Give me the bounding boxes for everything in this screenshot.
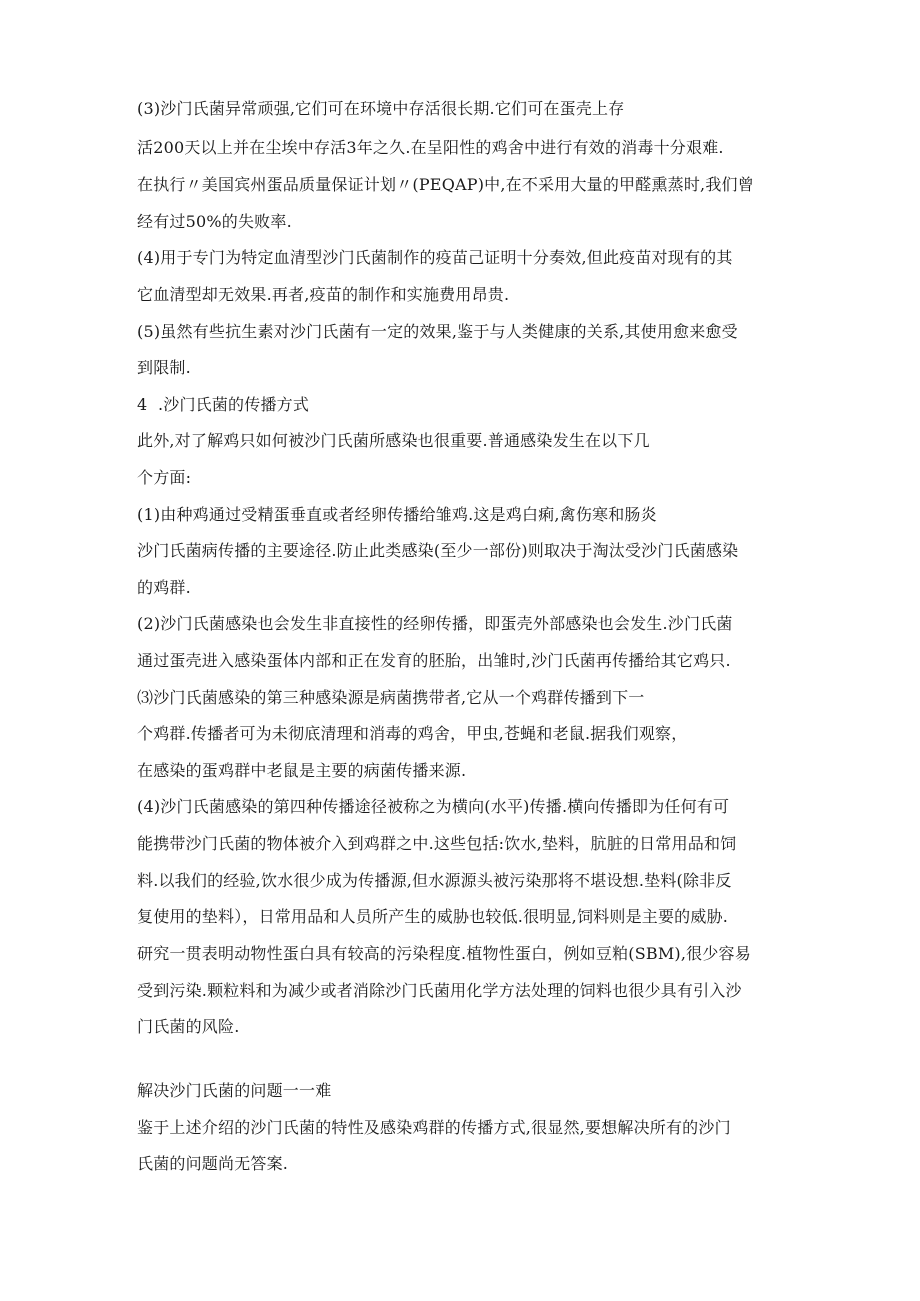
text-line: 的鸡群. xyxy=(137,578,191,597)
text-line: 通过蛋壳进入感染蛋体内部和正在发育的胚胎，出雏时,沙门氏菌再传播给其它鸡只. xyxy=(137,651,731,670)
text-line: 它血清型却无效果.再者,疫苗的制作和实施费用昂贵. xyxy=(137,285,510,304)
text-line: 氏菌的问题尚无答案. xyxy=(137,1154,289,1173)
text-line: 沙门氏菌病传播的主要途径.防止此类感染(至少一部份)则取决于淘汰受沙门氏菌感染 xyxy=(137,541,739,560)
text-line: ⑶沙门氏菌感染的第三种感染源是病菌携带者,它从一个鸡群传播到下一 xyxy=(137,688,645,707)
text-line: (3)沙门氏菌异常顽强,它们可在环境中存活很长期.它们可在蛋壳上存 xyxy=(137,99,625,118)
text-line: (5)虽然有些抗生素对沙门氏菌有一定的效果,鉴于与人类健康的关系,其使用愈来愈受 xyxy=(137,322,738,341)
text-line: 在执行〃美国宾州蛋品质量保证计划〃(PEQAP)中,在不采用大量的甲醛熏蒸时,我们曾 xyxy=(137,175,754,194)
text-line: 经有过50%的失败率. xyxy=(137,212,292,231)
text-line: 在感染的蛋鸡群中老鼠是主要的病菌传播来源. xyxy=(137,761,467,780)
text-line: 鉴于上述介绍的沙门氏菌的特性及感染鸡群的传播方式,很显然,要想解决所有的沙门 xyxy=(137,1118,731,1137)
text-line: (4)用于专门为特定血清型沙门氏菌制作的疫苗己证明十分奏效,但此疫苗对现有的其 xyxy=(137,248,733,267)
text-line: 研究一贯表明动物性蛋白具有较高的污染程度.植物性蛋白，例如豆粕(SBM),很少容易 xyxy=(137,944,751,963)
text-line: 复使用的垫料），日常用品和人员所产生的威胁也较低.很明显,饲料则是主要的威胁. xyxy=(137,907,729,926)
section-heading: 4 .沙门氏菌的传播方式 xyxy=(137,395,310,414)
section-heading: 解决沙门氏菌的问题一一难 xyxy=(137,1081,332,1100)
text-line: 受到污染.颗粒料和为减少或者消除沙门氏菌用化学方法处理的饲料也很少具有引入沙 xyxy=(137,981,742,1000)
text-line: 料.以我们的经验,饮水很少成为传播源,但水源源头被污染那将不堪设想.垫料(除非反 xyxy=(137,871,732,890)
text-line: 到限制. xyxy=(137,358,191,377)
text-line: (1)由种鸡通过受精蛋垂直或者经卵传播给雏鸡.这是鸡白痢,禽伤寒和肠炎 xyxy=(137,505,657,524)
text-line: 能携带沙门氏菌的物体被介入到鸡群之中.这些包括:饮水,垫料，肮脏的日常用品和饲 xyxy=(137,834,737,853)
text-line: 门氏菌的风险. xyxy=(137,1017,240,1036)
text-line: 个鸡群.传播者可为未彻底清理和消毒的鸡舍，甲虫,苍蝇和老鼠.据我们观察， xyxy=(137,724,688,743)
text-line: 个方面: xyxy=(137,468,192,487)
text-line: (4)沙门氏菌感染的第四种传播途径被称之为横向(水平)传播.横向传播即为任何有可 xyxy=(137,797,730,816)
text-line: 活200天以上并在尘埃中存活3年之久.在呈阳性的鸡舍中进行有效的消毒十分艰难. xyxy=(137,138,724,157)
text-line: 此外,对了解鸡只如何被沙门氏菌所感染也很重要.普通感染发生在以下几 xyxy=(137,431,650,450)
text-line: (2)沙门氏菌感染也会发生非直接性的经卵传播，即蛋壳外部感染也会发生.沙门氏菌 xyxy=(137,614,733,633)
